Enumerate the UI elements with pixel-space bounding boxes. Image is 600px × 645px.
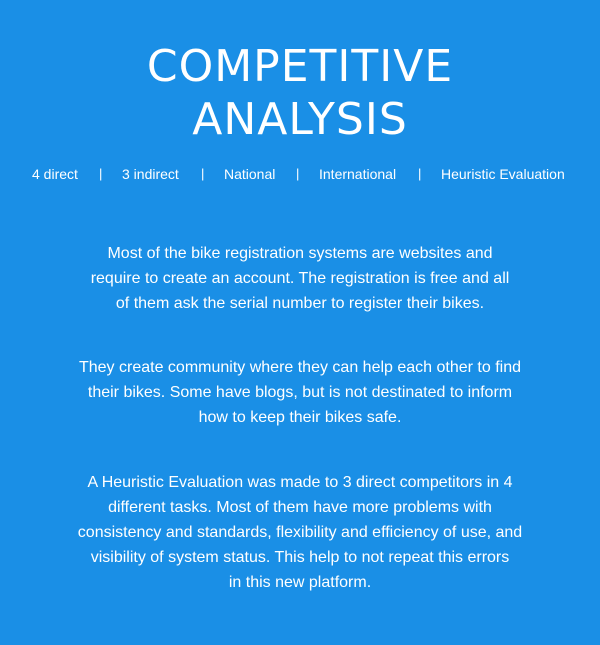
paragraph-line: They create community where they can help each other to find [78, 359, 521, 376]
paragraph-line: different tasks. Most of them have more problems with [108, 499, 492, 516]
tag-international: International [319, 166, 397, 182]
paragraph-line: their bikes. Some have blogs, but is not destinated to inform [87, 384, 513, 401]
paragraph-line: of them ask the serial number to register their bikes. [115, 295, 485, 312]
category-tags [0, 164, 600, 184]
paragraph-line: in this new platform. [228, 574, 372, 591]
page-title-line-1: COMPETITIVE [146, 41, 454, 92]
tag-indirect: 3 indirect [122, 166, 179, 182]
page-title [0, 40, 600, 146]
paragraph-line: require to create an account. The registration is free and all [90, 270, 510, 287]
paragraph-line: how to keep their bikes safe. [198, 409, 402, 426]
paragraph-line: Most of the bike registration systems are websites and [107, 245, 493, 262]
paragraph-line: A Heuristic Evaluation was made to 3 direct competitors in 4 [87, 474, 513, 491]
tag-direct: 4 direct [32, 166, 78, 182]
paragraph-heuristic-evaluation [60, 470, 540, 595]
paragraph-line: visibility of system status. This help to not repeat this errors [90, 549, 510, 566]
page-title-line-2: ANALYSIS [192, 94, 408, 145]
tag-heuristic-evaluation: Heuristic Evaluation [441, 166, 565, 182]
paragraph-registration-systems [60, 241, 540, 316]
paragraph-community [60, 355, 540, 430]
tag-separator: | [418, 166, 422, 181]
tag-separator: | [99, 166, 103, 181]
tag-national: National [224, 166, 276, 182]
tag-separator: | [296, 166, 300, 181]
paragraph-line: consistency and standards, flexibility and efficiency of use, and [77, 524, 523, 541]
tag-separator: | [201, 166, 205, 181]
